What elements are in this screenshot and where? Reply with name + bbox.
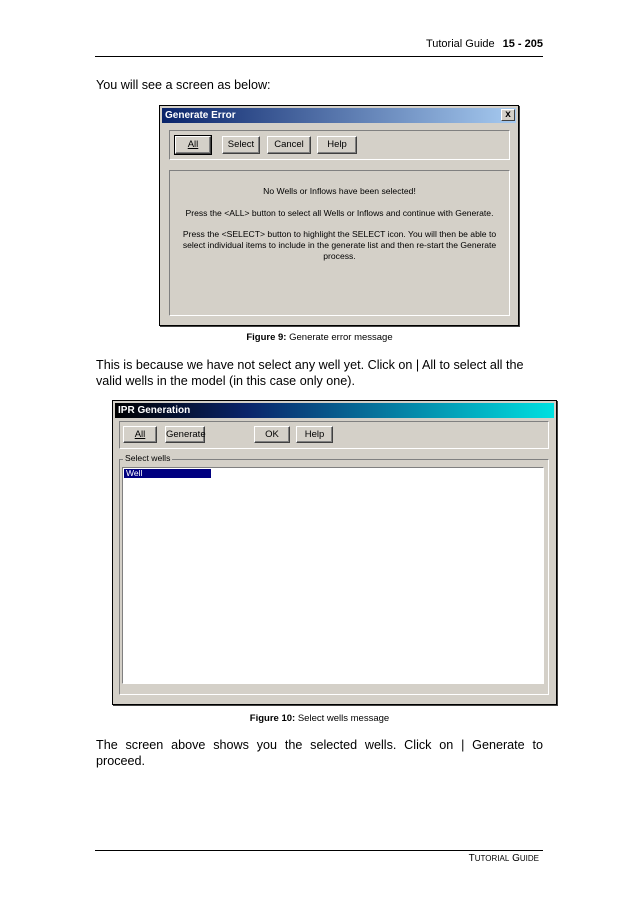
ipr-help-button[interactable] <box>296 426 333 443</box>
help-button-label: Help <box>327 139 347 150</box>
select-button[interactable] <box>222 136 260 154</box>
wells-listbox[interactable] <box>122 467 544 684</box>
generate-button-label: Generate <box>166 429 206 440</box>
error-message-line4: select individual items to include in the generate list and then re-start the Generate <box>182 240 497 250</box>
figure-9-caption <box>96 332 543 343</box>
list-item-well[interactable]: Well <box>124 469 211 478</box>
all-button[interactable] <box>175 136 211 154</box>
ok-button[interactable] <box>254 426 290 443</box>
select-button-label: Select <box>227 139 255 150</box>
footer-uide: UIDE <box>519 854 539 863</box>
footer-t: T <box>468 853 475 864</box>
ipr-all-button[interactable] <box>123 426 157 443</box>
ipr-generation-titlebar[interactable] <box>115 403 554 418</box>
header-title: Tutorial Guide <box>425 38 495 50</box>
cancel-button-label: Cancel <box>274 139 304 150</box>
page-header <box>95 38 543 54</box>
ipr-generation-dialog <box>112 400 557 705</box>
help-button[interactable] <box>317 136 357 154</box>
error-message-line1: No Wells or Inflows have been selected! <box>263 186 416 196</box>
page-footer <box>95 853 539 864</box>
generate-error-titlebar[interactable] <box>162 108 516 123</box>
figure-10-text: Select wells message <box>295 713 390 724</box>
error-message-line5: process. <box>323 251 356 261</box>
select-wells-legend: Select wells <box>125 453 171 463</box>
close-button[interactable] <box>501 109 515 121</box>
ok-button-label: OK <box>265 429 279 440</box>
message-panel <box>169 170 510 316</box>
close-icon: x <box>505 109 511 120</box>
generate-error-dialog <box>159 105 519 326</box>
error-message-line2: Press the <ALL> button to select all Wells or Inflows and continue with Generate. <box>185 208 494 218</box>
generate-error-title: Generate Error <box>165 110 236 121</box>
paragraph-generate-instruction: The screen above shows you the selected wells. Click on | Generate to proceed. <box>96 738 543 768</box>
ipr-generation-title: IPR Generation <box>118 405 191 416</box>
all-button-label: All <box>187 139 199 150</box>
paragraph-intro: You will see a screen as below: <box>96 78 271 92</box>
paragraph-select-explanation: This is because we have not select any well yet. Click on | All to select all the valid wells in the model (in this case only one). <box>96 358 524 388</box>
header-rule <box>95 56 543 57</box>
cancel-button[interactable] <box>267 136 311 154</box>
header-page-number: 15 - 205 <box>502 38 543 50</box>
footer-utorial: UTORIAL <box>474 854 510 863</box>
ipr-all-button-label: All <box>134 429 146 440</box>
error-message-line3: Press the <SELECT> button to highlight the SELECT icon. You will then be able to <box>182 229 497 239</box>
footer-g: G <box>509 853 520 864</box>
ipr-help-button-label: Help <box>304 429 325 440</box>
figure-10-label: Figure 10: <box>249 713 296 724</box>
footer-rule <box>95 850 543 851</box>
generate-button[interactable] <box>165 426 205 443</box>
figure-9-text: Generate error message <box>286 332 393 343</box>
figure-9-label: Figure 9: <box>246 332 287 343</box>
figure-10-caption <box>96 713 543 724</box>
